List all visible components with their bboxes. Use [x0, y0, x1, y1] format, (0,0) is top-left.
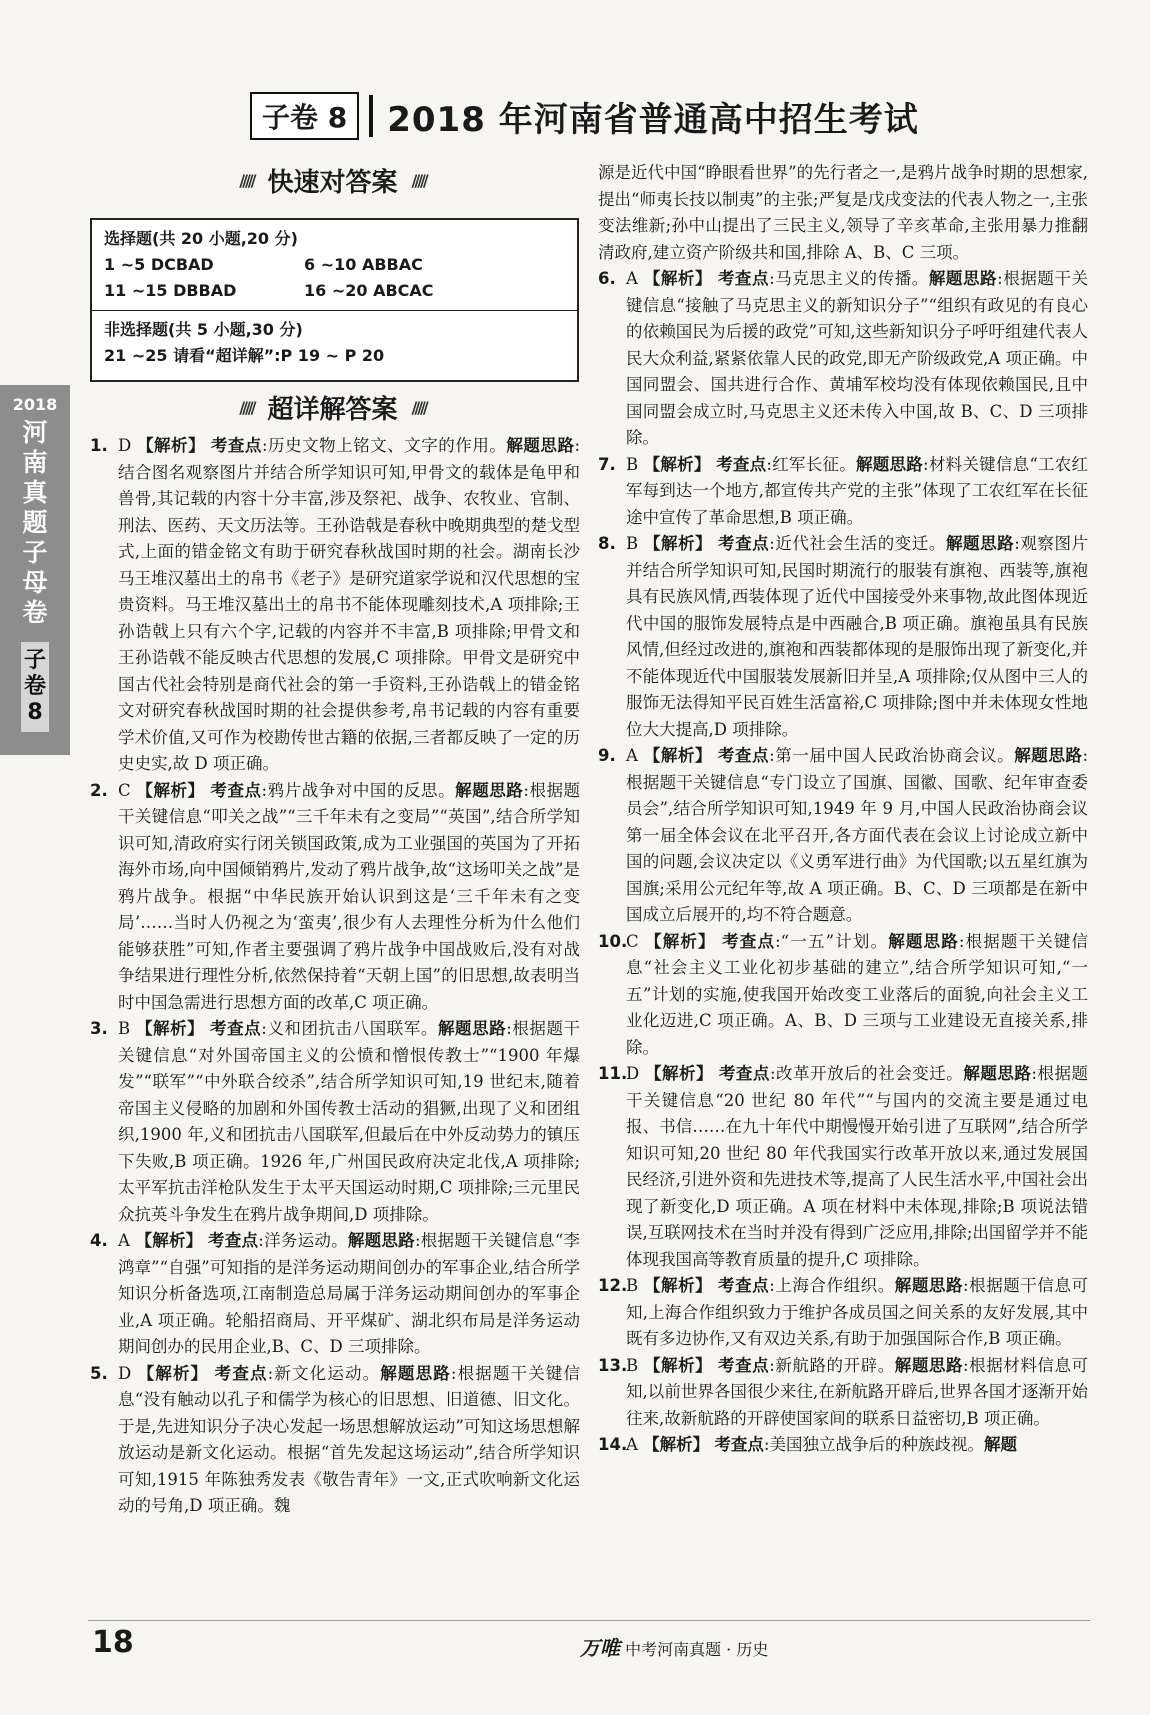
- keypoint-text: :上海合作组织。: [769, 1276, 895, 1295]
- keypoint-text: :近代社会生活的变迁。: [769, 534, 946, 553]
- thinking-label: 解题: [983, 1435, 1017, 1454]
- answer-item: [598, 266, 1088, 452]
- answers-11-15: 11 ~15 DBBAD: [104, 281, 237, 300]
- thinking-text: :根据题干关键信息“叩关之战”“三千年未有之变局”“英国”,结合所学知识可知,清政府实行闭关锁国政策,成为工业强国的英国为了开拓海外市场,向中国倾销鸦片,发动了鸦片战争,故“这场叩关之战”是鸦片战争。根据“中华民族开始认识到这是‘三千年未有之变局’……当时人仍视之为‘蛮夷’,很少有人去理性分析为什么他们能够获胜”可知,作者主要强调了鸦片战争中国战败后,没有对战争结果进行理性分析,依然保持着“天朝上国”的旧思想,故表明当时中国急需进行思想方面的改革,C 项正确。: [118, 780, 581, 1012]
- answer-item: [598, 531, 1088, 743]
- keypoint-text: :洋务运动。: [258, 1231, 348, 1250]
- thinking-label: 解题思路: [928, 269, 998, 288]
- thinking-label: 解题思路: [894, 1355, 964, 1375]
- answer-item: [90, 1361, 580, 1520]
- answer-letter: C: [626, 931, 639, 951]
- page-number: 18: [92, 1625, 134, 1660]
- thinking-text: :根据题干关键信息“接触了马克思主义的新知识分子”“组织有政见的有良心的依赖国民为后援的政党”可知,这些新知识分子呼吁组建代表人民大众利益,紧紧依靠人民的政党,即无产阶级政党,A 项正确。中国同盟会、国共进行合作、黄埔军校均没有体现依赖国民,且中国同盟会成立时,马克思主义还未传入中国,故 B、C、D 三项排除。: [626, 269, 1089, 447]
- keypoint-label: 考查点: [718, 1064, 770, 1083]
- thinking-label: 解题思路: [894, 1276, 964, 1295]
- keypoint-label: 考查点: [718, 534, 770, 553]
- analysis-label: 【解析】: [643, 746, 713, 765]
- answer-letter: B: [626, 1355, 639, 1375]
- quick-answer-heading: ///// 快速对答案 /////: [239, 167, 426, 198]
- keypoint-label: 考查点: [208, 1231, 259, 1250]
- num: 7.: [598, 454, 616, 474]
- deco-slash-icon: /////: [411, 397, 426, 417]
- answer-item: [90, 778, 580, 1017]
- answer-item: [90, 433, 580, 778]
- answer-item: [598, 1432, 1088, 1459]
- num: 6.: [598, 269, 616, 288]
- num: 12.: [598, 1276, 628, 1295]
- non-mc-answers: 非选择题(共 5 小题,30 分) 21 ~25 请看“超详解”:P 19 ~ P 20: [92, 310, 577, 375]
- right-column: [598, 160, 1088, 1459]
- num: 11.: [598, 1064, 628, 1083]
- answer-item: [598, 1061, 1088, 1273]
- answers-6-10: 6 ~10 ABBAC: [304, 255, 423, 274]
- side-tab-sub: 子卷8: [21, 642, 49, 732]
- keypoint-label: 考查点: [210, 780, 262, 800]
- keypoint-label: 考查点: [714, 1435, 764, 1454]
- thinking-label: 解题思路: [1014, 746, 1083, 765]
- keypoint-label: 考查点: [718, 1355, 770, 1375]
- answer-item: [598, 1353, 1088, 1433]
- keypoint-label: 考查点: [718, 1276, 770, 1295]
- keypoint-text: :新文化运动。: [267, 1363, 381, 1383]
- num: 8.: [598, 534, 616, 553]
- keypoint-label: 考查点: [210, 436, 262, 455]
- thinking-label: 解题思路: [437, 1019, 507, 1038]
- thinking-label: 解题思路: [888, 931, 959, 951]
- answer-letter: B: [626, 454, 639, 474]
- thinking-text: :材料关键信息“工农红军每到达一个地方,都宣传共产党的主张”体现了工农红军在长征途中宣传了革命思想,B 项正确。: [626, 454, 1089, 527]
- thinking-text: :根据题干信息可知,上海合作组织致力于维护各成员国之间关系的友好发展,其中既有多边协作,又有双边关系,有助于加强国际合作,B 项正确。: [626, 1276, 1089, 1348]
- keypoint-text: :义和团抗击八国联军。: [261, 1019, 438, 1038]
- answer-item: [90, 1016, 580, 1228]
- num: 5.: [90, 1363, 108, 1383]
- num: 1.: [90, 436, 108, 455]
- mc-answers: 选择题(共 20 小题,20 分) 1 ~5 DCBAD 6 ~10 ABBAC 11 ~15 DBBAD 16 ~20 ABCAC: [92, 220, 577, 310]
- analysis-label: 【解析】: [645, 1064, 714, 1083]
- analysis-label: 【解析】: [137, 436, 206, 455]
- analysis-label: 【解析】: [643, 454, 711, 474]
- answer-letter: D: [118, 436, 132, 455]
- page-title: 2018 年河南省普通高中招生考试: [387, 99, 919, 140]
- keypoint-text: :马克思主义的传播。: [769, 269, 929, 288]
- analysis-label: 【解析】: [645, 931, 716, 951]
- deco-slash-icon: /////: [239, 397, 254, 417]
- keypoint-label: 考查点: [717, 746, 770, 765]
- keypoint-text: :新航路的开辟。: [769, 1355, 895, 1375]
- footer: [580, 1632, 768, 1661]
- keypoint-text: :改革开放后的社会变迁。: [769, 1064, 964, 1083]
- num: 14.: [598, 1435, 628, 1454]
- footer-rule: [88, 1620, 1090, 1621]
- thinking-text: :根据题干关键信息“对外国帝国主义的公愤和憎恨传教士”“1900 年爆发”“联军”“中外联合绞杀”,结合所学知识可知,19 世纪末,随着帝国主义侵略的加剧和外国传教士活动的猖獗,出现了义和团组织,1900 年,义和团抗击八国联军,但最后在中外反动势力的镇压下失败,B 项正确。1926 年,广州国民政府决定北伐,A 项排除;太平军抗击洋枪队发生于太平天国运动时期,C 项排除;三元里民众抗英斗争发生在鸦片战争期间,D 项排除。: [118, 1019, 581, 1224]
- keypoint-text: :历史文物上铭文、文字的作用。: [261, 436, 507, 455]
- thinking-label: 解题思路: [347, 1231, 415, 1250]
- thinking-text: :根据题干关键信息“专门设立了国旗、国徽、国歌、纪年审查委员会”,结合所学知识可知,1949 年 9 月,中国人民政治协商会议第一届全体会议在北平召开,各方面代表在会议上讨论成立新中国的问题,会议决定以《义勇军进行曲》为代国歌;以五星红旗为国旗;采用公元纪年等,故 A 项正确。B、C、D 三项都是在新中国成立后展开的,均不符合题意。: [626, 746, 1089, 924]
- keypoint-text: :“一五”计划。: [775, 931, 889, 951]
- thinking-label: 解题思路: [380, 1363, 451, 1383]
- quick-answer-box: [90, 218, 579, 382]
- thinking-label: 解题思路: [506, 436, 575, 455]
- detail-answer-heading: ///// 超详解答案 /////: [239, 394, 426, 425]
- answer-letter: C: [118, 780, 131, 800]
- deco-slash-icon: /////: [411, 170, 426, 190]
- continuation-text: 源是近代中国“睁眼看世界”的先行者之一,是鸦片战争时期的思想家,提出“师夷长技以制夷”的主张;严复是戊戌变法的代表人物之一,主张变法维新;孙中山提出了三民主义,领导了辛亥革命,主张用暴力推翻清政府,建立资产阶级共和国,排除 A、B、C 三项。: [598, 163, 1088, 262]
- keypoint-label: 考查点: [210, 1019, 262, 1038]
- thinking-text: :根据题干关键信息“李鸿章”“自强”可知指的是洋务运动期间创办的军事企业,结合所学知识分析备选项,江南制造总局属于洋务运动期间创办的军事企业,A 项正确。轮船招商局、开平煤矿、湖北织布局是洋务运动期间创办的民用企业,B、C、D 三项排除。: [118, 1231, 581, 1356]
- answer-letter: B: [626, 1276, 639, 1295]
- brand-logo: 万唯: [580, 1636, 620, 1660]
- paper-tag: 子卷 8: [250, 92, 359, 140]
- thinking-text: :结合图名观察图片并结合所学知识可知,甲骨文的载体是龟甲和兽骨,其记载的内容十分丰富,涉及祭祀、战争、农牧业、官制、刑法、医药、天文历法等。王孙诰戟是春秋中晚期典型的楚戈型式,上面的错金铭文有助于研究春秋战国时期的社会。湖南长沙马王堆汉墓出土的帛书《老子》是研究道家学说和汉代思想的宝贵资料。马王堆汉墓出土的帛书不能体现雕刻技术,A 项排除;王孙诰戟上只有六个字,记载的内容并不丰富,B 项排除;甲骨文和王孙诰戟不能反映古代思想的发展,C 项排除。甲骨文是研究中国古代社会特别是商代社会的第一手资料,王孙诰戟上的错金铭文对研究春秋战国时期的社会提供参考,帛书记载的内容有重要学术价值,又可作为校勘传世古籍的依据,三者都反映了一定的历史史实,故 D 项正确。: [118, 436, 581, 773]
- answer-letter: D: [626, 1064, 640, 1083]
- num: 4.: [90, 1231, 108, 1250]
- thinking-label: 解题思路: [856, 454, 924, 474]
- thinking-label: 解题思路: [455, 780, 524, 800]
- num: 9.: [598, 746, 616, 765]
- keypoint-label: 考查点: [214, 1363, 268, 1383]
- keypoint-label: 考查点: [717, 269, 770, 288]
- answer-item: [598, 452, 1088, 532]
- thinking-label: 解题思路: [945, 534, 1015, 553]
- thinking-text: :根据题干关键信息“20 世纪 80 年代”“与国内的交流主要是通过电报、书信……在九十年代中期慢慢开始引进了互联网”,结合所学知识可知,20 世纪 80 年代我国实行改革开放以来,通过发展国民经济,引进外资和先进技术等,提高了人民生活水平,中国社会出现了新变化,D 项正确。A 项在材料中未体现,排除;B 项说法错误,互联网技术在当时并没有得到广泛应用,排除;出国留学并不能体现我国高等教育质量的提升,C 项排除。: [626, 1064, 1089, 1269]
- side-tab-year: 2018: [12, 395, 58, 414]
- analysis-label: 【解析】: [643, 1276, 713, 1295]
- answer-letter: B: [118, 1019, 131, 1038]
- analysis-label: 【解析】: [643, 534, 713, 553]
- answers-16-20: 16 ~20 ABCAC: [304, 281, 434, 300]
- analysis-label: 【解析】: [643, 1435, 710, 1454]
- thinking-text: :观察图片并结合所学知识可知,民国时期流行的服装有旗袍、西装等,旗袍具有民族风情,西装体现了近代中国接受外来事物,故此图体现近代中国的服饰发展特点是中西融合,B 项正确。旗袍虽具有民族风情,但经过改进的,旗袍和西装都体现的是服饰出现了新变化,并不能体现近代中国服装发展新旧并呈,A 项排除;仅从图中三人的服饰无法得知平民百姓生活富裕,C 项排除;图中并未体现女性地位大大提高,D 项排除。: [626, 534, 1089, 739]
- thinking-text: :根据题干关键信息“社会主义工业化初步基础的建立”,结合所学知识可知,“一五”计划的实施,使我国开始改变工业落后的面貌,向社会主义工业化迈进,C 项正确。A、B、D 三项与工业建设无直接关系,排除。: [626, 931, 1089, 1057]
- num: 2.: [90, 780, 108, 800]
- keypoint-text: :第一届中国人民政治协商会议。: [769, 746, 1015, 765]
- answer-letter: A: [626, 269, 638, 288]
- answer-letter: A: [626, 1435, 638, 1454]
- thinking-text: :根据材料信息可知,以前世界各国很少来往,在新航路开辟后,世界各国才逐渐开始往来,故新航路的开辟使国家间的联系日益密切,B 项正确。: [626, 1355, 1089, 1428]
- analysis-label: 【解析】: [135, 1019, 205, 1038]
- side-tab: [0, 385, 70, 755]
- keypoint-text: :红军长征。: [766, 454, 856, 474]
- keypoint-text: :美国独立战争后的种族歧视。: [763, 1435, 984, 1454]
- side-tab-title: 河南真题子母卷: [22, 418, 48, 627]
- analysis-label: 【解析】: [135, 1231, 203, 1250]
- analysis-label: 【解析】: [137, 1363, 209, 1383]
- num: 13.: [598, 1355, 628, 1375]
- footer-text: 中考河南真题 · 历史: [625, 1640, 769, 1659]
- deco-slash-icon: /////: [239, 170, 254, 190]
- thinking-label: 解题思路: [963, 1064, 1032, 1083]
- analysis-label: 【解析】: [643, 269, 713, 288]
- keypoint-label: 考查点: [716, 454, 767, 474]
- answer-letter: D: [118, 1363, 132, 1383]
- analysis-label: 【解析】: [643, 1355, 713, 1375]
- answer-item: [90, 1228, 580, 1361]
- answer-item: [598, 929, 1088, 1062]
- keypoint-label: 考查点: [722, 931, 776, 951]
- analysis-label: 【解析】: [136, 780, 205, 800]
- answers-1-5: 1 ~5 DCBAD: [104, 255, 214, 274]
- answer-letter: A: [118, 1231, 130, 1250]
- answer-letter: B: [626, 534, 639, 553]
- keypoint-text: :鸦片战争对中国的反思。: [261, 780, 456, 800]
- header-divider: [369, 95, 373, 137]
- exam-header: [250, 92, 919, 140]
- num: 3.: [90, 1019, 108, 1038]
- num: 10.: [598, 931, 628, 951]
- thinking-text: :根据题干关键信息“没有触动以孔子和儒学为核心的旧思想、旧道德、旧文化。于是,先进知识分子决心发起一场思想解放运动”可知这场思想解放运动是新文化运动。根据“首先发起这场运动”,结合所学知识可知,1915 年陈独秀发表《敬告青年》一文,正式吹响新文化运动的号角,D 项正确。魏: [118, 1363, 581, 1515]
- left-column: [90, 433, 580, 1520]
- answer-item: [598, 743, 1088, 929]
- answer-letter: A: [626, 746, 638, 765]
- answer-item: [598, 1273, 1088, 1353]
